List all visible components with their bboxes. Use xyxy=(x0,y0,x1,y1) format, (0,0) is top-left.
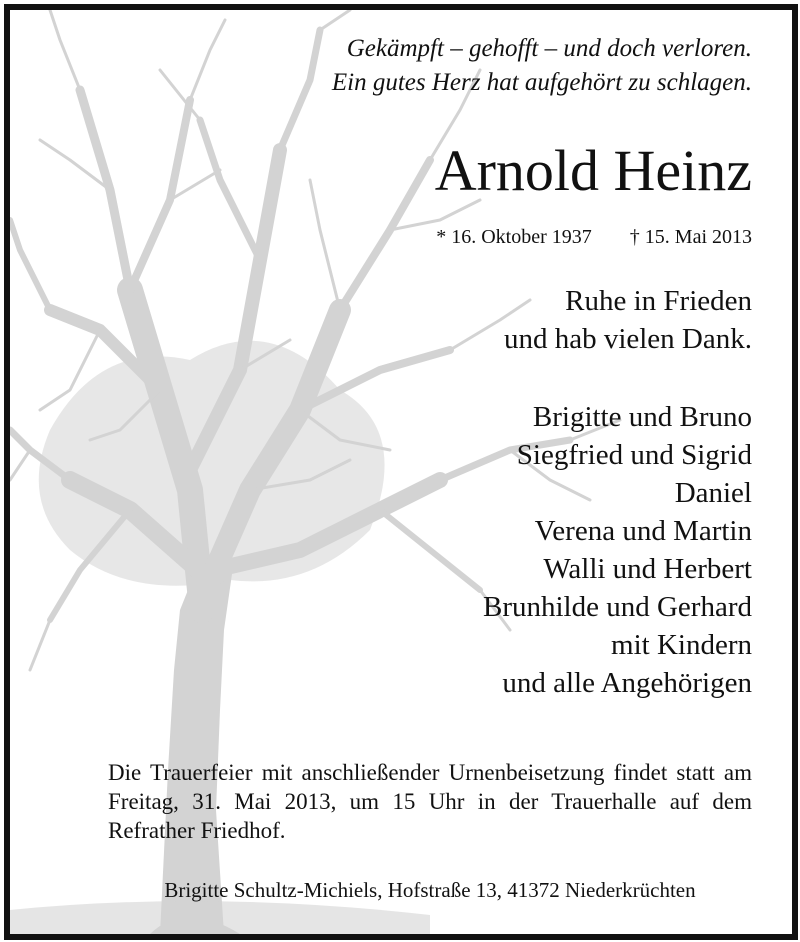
quote-line: Gekämpft – gehofft – und doch verloren. xyxy=(346,35,752,62)
mourner-line: Siegfried und Sigrid xyxy=(516,439,752,471)
obituary-card xyxy=(4,4,798,940)
mourner-line: Brigitte und Bruno xyxy=(532,401,752,433)
death-date: † 15. Mai 2013 xyxy=(629,226,752,248)
quote-line: Ein gutes Herz hat aufgehört zu schlagen. xyxy=(331,69,752,96)
life-dates xyxy=(436,224,752,250)
deceased-name: Arnold Heinz xyxy=(434,138,752,203)
mourner-line: und alle Angehörigen xyxy=(502,667,752,699)
mourner-line: Verena und Martin xyxy=(534,515,752,547)
memorial-quote xyxy=(332,32,752,100)
mourner-line: Brunhilde und Gerhard xyxy=(483,591,752,623)
mourner-line: Daniel xyxy=(674,477,752,509)
farewell-line: und hab vielen Dank. xyxy=(503,323,752,355)
mourners-list xyxy=(483,398,752,702)
funeral-notice: Die Trauerfeier mit anschließender Urnenbeisetzung findet statt am Freitag, 31. Mai 2013, um 15 Uhr in der Trauerhalle auf dem Refrather Friedhof. xyxy=(108,760,752,843)
birth-date: * 16. Oktober 1937 xyxy=(436,226,592,248)
mourner-line: Walli und Herbert xyxy=(543,553,752,585)
mourner-line: mit Kindern xyxy=(611,629,752,661)
contact-address: Brigitte Schultz-Michiels, Hofstraße 13, 41372 Niederkrüchten xyxy=(164,878,696,902)
farewell-line: Ruhe in Frieden xyxy=(565,285,752,317)
farewell-message xyxy=(504,282,752,358)
